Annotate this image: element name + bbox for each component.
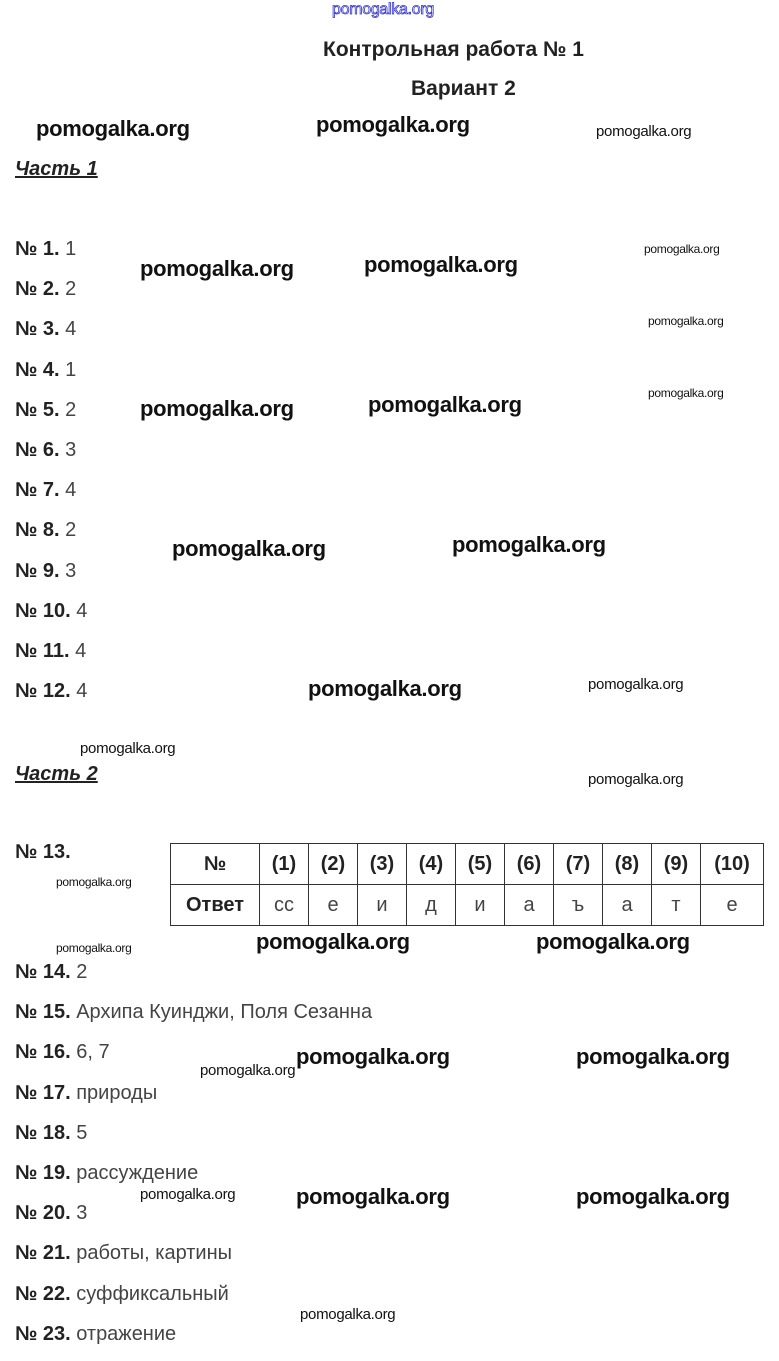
task13-label: № 13. bbox=[15, 841, 71, 863]
answer-row bbox=[15, 399, 76, 422]
watermark-text: pomogalka.org bbox=[332, 1, 434, 18]
table-header-cell: (8) bbox=[603, 844, 652, 885]
task-number: № 10. bbox=[15, 599, 71, 622]
part2-heading: Часть 2 bbox=[15, 763, 98, 785]
watermark-text: pomogalka.org bbox=[140, 256, 294, 281]
watermark-text: pomogalka.org bbox=[644, 242, 720, 256]
watermark-text: pomogalka.org bbox=[308, 676, 462, 701]
watermark-text: pomogalka.org bbox=[296, 1184, 450, 1209]
table-answer-cell: т bbox=[652, 885, 701, 926]
answer-row bbox=[15, 1122, 87, 1145]
task-answer: 2 bbox=[65, 519, 77, 542]
watermark-text: pomogalka.org bbox=[364, 252, 518, 277]
answer-row bbox=[15, 640, 86, 663]
table-answer-cell: сс bbox=[260, 885, 309, 926]
task13-table bbox=[170, 843, 764, 926]
watermark-text: pomogalka.org bbox=[316, 112, 470, 137]
task-number: № 9. bbox=[15, 559, 60, 582]
table-answer-cell: д bbox=[407, 885, 456, 926]
watermark-text: pomogalka.org bbox=[56, 941, 132, 955]
task-number: № 6. bbox=[15, 439, 60, 461]
table-header-cell: (10) bbox=[701, 844, 764, 885]
answer-row bbox=[15, 1001, 372, 1024]
task-number: № 1. bbox=[15, 238, 60, 260]
watermark-text: pomogalka.org bbox=[172, 536, 326, 561]
task-answer: природы bbox=[76, 1081, 158, 1104]
answer-row bbox=[15, 1323, 176, 1346]
table-header-cell: (6) bbox=[505, 844, 554, 885]
task-number: № 3. bbox=[15, 318, 60, 341]
task-answer: 4 bbox=[75, 640, 87, 662]
task-number: № 18. bbox=[15, 1121, 71, 1144]
table-header-cell: (2) bbox=[309, 844, 358, 885]
task-number: № 19. bbox=[15, 1162, 71, 1184]
task-number: № 15. bbox=[15, 1001, 71, 1024]
answer-row bbox=[15, 318, 76, 341]
task-answer: 2 bbox=[65, 278, 77, 301]
task-number: № 17. bbox=[15, 1081, 71, 1104]
task-answer: 1 bbox=[65, 358, 77, 381]
watermark-text: pomogalka.org bbox=[576, 1044, 730, 1069]
answer-row bbox=[15, 278, 76, 301]
table-header-cell: (4) bbox=[407, 844, 456, 885]
watermark-text: pomogalka.org bbox=[452, 532, 606, 557]
answer-row bbox=[15, 1082, 157, 1105]
answer-row bbox=[15, 1162, 198, 1185]
answer-row bbox=[15, 600, 87, 623]
task-number: № 5. bbox=[15, 398, 60, 421]
answer-row bbox=[15, 359, 76, 382]
watermark-text: pomogalka.org bbox=[576, 1184, 730, 1209]
table-header-cell: (7) bbox=[554, 844, 603, 885]
watermark-text: pomogalka.org bbox=[256, 929, 410, 954]
task-answer: 4 bbox=[76, 680, 88, 703]
task-number: № 8. bbox=[15, 519, 60, 542]
answer-row bbox=[15, 439, 76, 462]
task-number: № 20. bbox=[15, 1202, 71, 1225]
answer-row bbox=[15, 1202, 87, 1225]
table-header-cell: (5) bbox=[456, 844, 505, 885]
watermark-text: pomogalka.org bbox=[140, 1186, 236, 1203]
answer-row bbox=[15, 479, 76, 502]
task-answer: 4 bbox=[65, 318, 77, 341]
watermark-text: pomogalka.org bbox=[296, 1044, 450, 1069]
task-number: № 23. bbox=[15, 1322, 71, 1345]
task-answer: 1 bbox=[65, 238, 77, 260]
table-answer-cell: и bbox=[456, 885, 505, 926]
task-answer: 3 bbox=[76, 1202, 88, 1225]
watermark-text: pomogalka.org bbox=[200, 1062, 296, 1079]
watermark-text: pomogalka.org bbox=[140, 396, 294, 421]
answer-row bbox=[15, 1242, 232, 1265]
answer-row bbox=[15, 680, 87, 703]
task-number: № 16. bbox=[15, 1041, 71, 1064]
answer-row bbox=[15, 1041, 110, 1064]
part1-heading: Часть 1 bbox=[15, 158, 98, 180]
table-answer-cell: и bbox=[358, 885, 407, 926]
variant-title: Вариант 2 bbox=[411, 77, 516, 100]
answer-row bbox=[15, 961, 87, 984]
task-number: № 22. bbox=[15, 1282, 71, 1305]
task-number: № 2. bbox=[15, 278, 60, 301]
watermark-text: pomogalka.org bbox=[648, 386, 724, 400]
table-answer-cell: е bbox=[309, 885, 358, 926]
watermark-text: pomogalka.org bbox=[368, 392, 522, 417]
task-number: № 21. bbox=[15, 1242, 71, 1265]
answer-row bbox=[15, 238, 76, 261]
watermark-text: pomogalka.org bbox=[588, 771, 684, 788]
answer-row bbox=[15, 560, 76, 583]
task-answer: отражение bbox=[76, 1322, 177, 1345]
table-answer-cell: ъ bbox=[554, 885, 603, 926]
watermark-text: pomogalka.org bbox=[56, 875, 132, 889]
table-answer-cell: е bbox=[701, 885, 764, 926]
watermark-text: pomogalka.org bbox=[80, 740, 176, 757]
task-answer: 3 bbox=[65, 439, 77, 461]
table-header-row bbox=[171, 844, 764, 885]
task-answer: рассуждение bbox=[76, 1162, 199, 1184]
task-answer: 5 bbox=[76, 1121, 88, 1144]
document-title: Контрольная работа № 1 bbox=[323, 38, 584, 61]
task-number: № 12. bbox=[15, 680, 71, 703]
task-answer: 6, 7 bbox=[76, 1041, 110, 1064]
task-answer: 4 bbox=[76, 599, 88, 622]
task-number: № 4. bbox=[15, 358, 60, 381]
task-answer: 3 bbox=[65, 559, 77, 582]
table-row-label: Ответ bbox=[171, 885, 260, 926]
watermark-text: pomogalka.org bbox=[596, 123, 692, 140]
table-answer-cell: а bbox=[603, 885, 652, 926]
table-answer-row bbox=[171, 885, 764, 926]
watermark-text: pomogalka.org bbox=[300, 1306, 396, 1323]
task-number: № 7. bbox=[15, 479, 60, 502]
task-answer: 4 bbox=[65, 479, 77, 502]
table-header-cell: (3) bbox=[358, 844, 407, 885]
task-answer: суффиксальный bbox=[76, 1282, 229, 1305]
task-answer: работы, картины bbox=[76, 1242, 232, 1265]
table-header-cell: № bbox=[171, 844, 260, 885]
watermark-text: pomogalka.org bbox=[536, 929, 690, 954]
task-number: № 14. bbox=[15, 961, 71, 983]
watermark-text: pomogalka.org bbox=[36, 116, 190, 141]
table-header-cell: (1) bbox=[260, 844, 309, 885]
answer-row bbox=[15, 1283, 229, 1306]
task-answer: Архипа Куинджи, Поля Сезанна bbox=[76, 1001, 373, 1024]
watermark-text: pomogalka.org bbox=[648, 314, 724, 328]
task-answer: 2 bbox=[76, 961, 88, 983]
table-answer-cell: а bbox=[505, 885, 554, 926]
answer-row bbox=[15, 519, 76, 542]
watermark-text: pomogalka.org bbox=[588, 676, 684, 693]
task-answer: 2 bbox=[65, 398, 77, 421]
table-header-cell: (9) bbox=[652, 844, 701, 885]
task-number: № 11. bbox=[15, 640, 70, 662]
